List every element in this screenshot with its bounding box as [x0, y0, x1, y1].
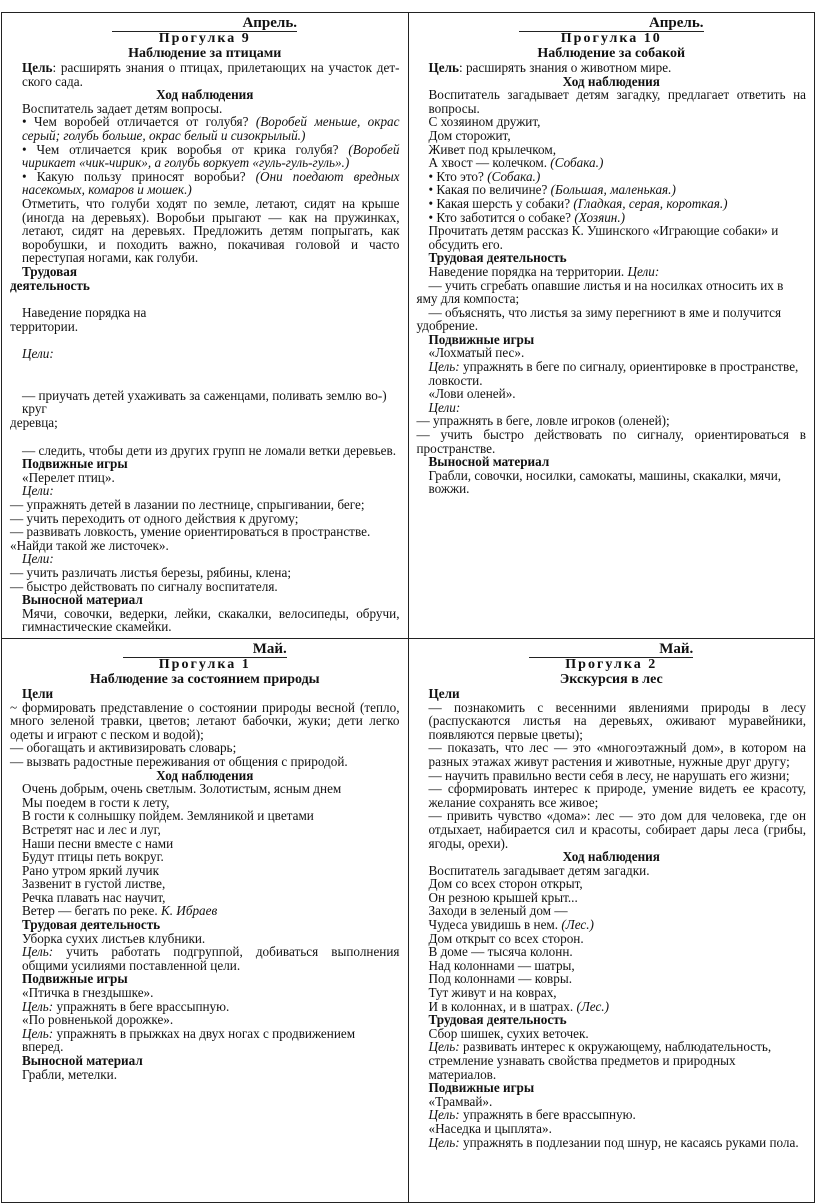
- riddle-line: И в колоннах, и в шатрах.: [428, 998, 577, 1014]
- goal-item: — привить чувство «дома»: лес — это дом для человека, где он отдыхает, набирается сил и красоты, собирает дары леса (грибы, ягоды, орехи).: [428, 808, 806, 851]
- games-heading: Подвижные игры: [22, 456, 128, 472]
- goal-item: — познакомить с весенними явлениями природы в лесу (распускаются листья на деревьях, оживают муравейники, появляются первые цветы);: [428, 699, 806, 742]
- goal-text: развивать интерес к окружающему, наблюдательность, стремление узнавать свойства предметов и природных материалов.: [428, 1039, 772, 1082]
- question: • Какая шерсть у собаки?: [428, 195, 574, 211]
- game-title: «Трамвай».: [428, 1093, 493, 1109]
- text-line: Воспитатель загадывает детям загадки.: [428, 862, 650, 878]
- question: • Чем воробей отличается от голубя?: [22, 114, 256, 130]
- material-text: Мячи, совочки, ведерки, лейки, скакалки, велосипеды, обручи, гимнастические скамейки.: [22, 605, 400, 635]
- month-heading: Май.: [10, 642, 400, 658]
- poem-line: Очень добрым, очень светлым. Золотистым, ясным днем: [22, 781, 342, 797]
- walk-number: Прогулка 1: [158, 656, 251, 672]
- goal-label: Цель:: [428, 1107, 460, 1123]
- goal-label: Цель: [428, 60, 459, 75]
- riddle-line: С хозяином дружит,: [428, 114, 541, 130]
- games-heading: Подвижные игры: [22, 971, 128, 987]
- games-heading: Подвижные игры: [428, 331, 535, 347]
- goal-item: — развивать ловкость, умение ориентироваться в пространстве.: [10, 524, 371, 540]
- month-heading: Апрель.: [417, 16, 807, 32]
- walk-topic: Наблюдение за состоянием природы: [89, 671, 320, 687]
- question: • Чем отличается крик воробья от крика голубя?: [22, 141, 349, 157]
- labor-text: Наведение порядка на территории.: [428, 263, 628, 279]
- month-heading: Май.: [417, 642, 807, 658]
- labor-heading: Трудовая деятельность: [428, 250, 567, 266]
- labor-heading: Трудовая деятельность: [428, 1012, 567, 1028]
- goal-label: Цель: [22, 60, 53, 75]
- goal-item: удобрение.: [416, 318, 478, 334]
- poem-author: К. Ибраев: [160, 903, 218, 919]
- goal-item: яму для компоста;: [416, 291, 520, 307]
- riddle-line: Заходи в зеленый дом —: [428, 903, 568, 919]
- game-title: «Птичка в гнездышке».: [22, 985, 154, 1001]
- walk-topic: Экскурсия в лес: [559, 671, 663, 687]
- course-heading: Ход наблюдения: [562, 849, 660, 865]
- cell-april-walk-9: [2, 13, 409, 639]
- question: • Какая по величине?: [428, 182, 551, 198]
- answer: (Воробей чирикает «чик-чирик», а голубь воркует «гуль-гуль-гуль».): [22, 141, 400, 171]
- answer: (Собака.): [487, 168, 541, 184]
- labor-text: территории.: [10, 318, 79, 334]
- poem-line: Встретят нас и лес и луг,: [22, 821, 161, 837]
- goal-item: — учить различать листья березы, рябины, клена;: [10, 565, 292, 580]
- riddle-line: Дом сторожит,: [428, 127, 511, 143]
- goal-label: Цель:: [22, 944, 54, 960]
- text-line: Прочитать детям рассказ К. Ушинского «Играющие собаки» и обсудить его.: [428, 223, 779, 252]
- poem-line: В гости к солнышку пойдем. Земляникой и цветами: [22, 808, 314, 824]
- riddle-line: В доме — тысяча колонн.: [428, 944, 573, 960]
- text-line: Воспитатель загадывает детям загадку, предлагает ответить на вопросы.: [428, 87, 806, 116]
- answer: (Большая, маленькая.): [550, 182, 676, 198]
- goal-item: — обогащать и активизировать словарь;: [10, 740, 237, 756]
- goal-item: — приучать детей ухаживать за саженцами, поливать землю во-) круг: [22, 387, 387, 417]
- walk-topic: Наблюдение за собакой: [537, 46, 686, 61]
- game-title: «Наседка и цыплята».: [428, 1120, 552, 1136]
- material-heading: Выносной материал: [22, 1053, 143, 1068]
- riddle-line: Над колоннами — шатры,: [428, 957, 575, 973]
- labor-heading: Трудовая деятельность: [22, 917, 161, 933]
- question: • Кто это?: [428, 168, 488, 184]
- riddle-answer: (Лес.): [576, 998, 609, 1014]
- riddle-answer: (Лес.): [561, 917, 594, 933]
- poem-line: Рано утром яркий лучик: [22, 862, 159, 878]
- goal-text: упражнять в подлезании под шнур, не касаясь руками пола.: [459, 1134, 799, 1150]
- goal-item: — учить переходить от одного действия к другому;: [10, 510, 299, 526]
- goal-label: Цель:: [428, 359, 460, 375]
- answer: (Они поедают вредных насекомых, комаров и мошек.): [22, 168, 400, 198]
- goals-label: Цели:: [428, 399, 461, 415]
- goal-label: Цель:: [22, 1025, 54, 1041]
- goal-item: — сформировать интерес к природе, умение видеть ее красоту, желание сохранять все живое;: [428, 781, 806, 810]
- goal-item: ~ формировать представление о состоянии природы весной (тепло, много зеленой травки, цветов; летают бабочки, жуки; дети легко одеты и играют с песком и водой);: [10, 699, 400, 742]
- riddle-answer: (Собака.): [550, 155, 604, 171]
- goal-text: учить работать подгруппой, добиваться выполнения общими усилиями поставленной цели.: [22, 944, 400, 973]
- poem-line: Мы поедем в гости к лету,: [22, 794, 170, 810]
- labor-heading-cont: деятельность: [10, 277, 90, 293]
- course-heading: Ход наблюдения: [156, 767, 254, 783]
- question: • Кто заботится о собаке?: [428, 209, 575, 225]
- goal-item: — быстро действовать по сигналу воспитателя.: [10, 578, 278, 594]
- material-heading: Выносной материал: [22, 592, 143, 608]
- riddle-line: А хвост — колечком.: [428, 155, 551, 171]
- cell-april-walk-10: [408, 13, 815, 639]
- cell-may-walk-2: [408, 638, 815, 1202]
- goal-item: — объяснять, что листья за зиму перегниют в яме и получится: [428, 304, 782, 320]
- riddle-line: Живет под крылечком,: [428, 141, 557, 157]
- poem-line: Зазвенит в густой листве,: [22, 876, 166, 892]
- labor-text: Уборка сухих листьев клубники.: [22, 930, 206, 946]
- goals-label: Цели:: [22, 346, 54, 362]
- goal-item: деревца;: [10, 415, 58, 431]
- goal-item: — упражнять в беге, ловле игроков (оленей);: [416, 413, 670, 429]
- answer: (Гладкая, серая, короткая.): [573, 195, 728, 211]
- game-title: «Лови оленей».: [428, 386, 516, 402]
- material-text: вожжи.: [428, 481, 470, 497]
- answer: (Воробей меньше, окрас серый; голубь больше, окрас белый и сизокрылый.): [22, 114, 400, 143]
- walk-topic: Наблюдение за птицами: [128, 46, 282, 61]
- course-heading: Ход наблюдения: [562, 73, 660, 89]
- goal-text: упражнять в прыжках на двух ногах с продвижением вперед.: [22, 1025, 356, 1055]
- goals-label: Цели:: [22, 551, 54, 567]
- poem-line: Будут птицы петь вокруг.: [22, 849, 164, 865]
- riddle-line: Чудеса увидишь в нем.: [428, 917, 562, 933]
- material-text: Грабли, метелки.: [22, 1066, 118, 1082]
- answer: (Хозяин.): [574, 209, 626, 225]
- month-heading: Апрель.: [10, 16, 400, 32]
- goal-text: упражнять в беге врассыпную.: [53, 998, 230, 1014]
- game-title: «По ровненькой дорожке».: [22, 1012, 174, 1028]
- goal-item: — учить быстро действовать по сигналу, ориентироваться в пространстве.: [416, 427, 806, 456]
- riddle-line: Тут живут и на коврах,: [428, 985, 557, 1001]
- riddle-line: Под колоннами — ковры.: [428, 971, 573, 987]
- goal-label: Цель:: [428, 1134, 460, 1150]
- walk-number: Прогулка 10: [560, 31, 662, 46]
- goals-label: Цели: [428, 685, 460, 701]
- course-heading: Ход наблюдения: [156, 87, 254, 103]
- goal-label: Цель:: [428, 1039, 460, 1055]
- walks-table: [1, 12, 815, 1203]
- goal-item: — упражнять детей в лазании по лестнице, спрыгивании, беге;: [10, 497, 365, 513]
- goal-text: упражнять в беге по сигналу, ориентировке в пространстве, ловкости.: [428, 359, 799, 388]
- material-text: Грабли, совочки, носилки, самокаты, машины, скакалки, мячи,: [428, 467, 782, 483]
- goal-item: — следить, чтобы дети из других групп не ломали ветки деревьев.: [22, 442, 397, 458]
- goal-item: — учить сгребать опавшие листья и на носилках относить их в: [428, 277, 784, 293]
- riddle-line: Он резною крышей крыт...: [428, 889, 578, 905]
- poem-line: Ветер — бегать по реке.: [22, 903, 161, 919]
- poem-line: Наши песни вместе с нами: [22, 835, 174, 851]
- goals-label: Цели: [22, 685, 54, 701]
- labor-text: Сбор шишек, сухих веточек.: [428, 1025, 589, 1041]
- labor-text: Наведение порядка на: [22, 305, 147, 321]
- goal-label: Цель:: [22, 998, 54, 1014]
- question: • Какую пользу приносят воробьи?: [22, 168, 256, 184]
- text-line: Воспитатель задает детям вопросы.: [22, 100, 223, 116]
- walk-number: Прогулка 2: [565, 656, 658, 672]
- goals-label: Цели:: [627, 263, 660, 279]
- game-title: «Перелет птиц».: [22, 469, 115, 485]
- walk-number: Прогулка 9: [158, 31, 251, 46]
- game-title: «Лохматый пес».: [428, 345, 525, 361]
- poem-line: Речка плавать нас научит,: [22, 889, 166, 905]
- goal-text: : расширять знания о птицах, прилетающих на участок детского сада.: [22, 60, 400, 89]
- riddle-line: Дом со всех сторон открыт,: [428, 876, 583, 892]
- goal-item: — показать, что лес — это «многоэтажный дом», в котором на разных этажах живут растения и животные, нужные друг другу;: [428, 740, 806, 769]
- material-heading: Выносной материал: [428, 454, 550, 470]
- goal-item: — научить правильно вести себя в лесу, не нарушать его жизни;: [428, 767, 790, 783]
- paragraph: Отметить, что голуби ходят по земле, летают, сидят на крыше (иногда на деревьях). Воробьи прыгают — как на пружинках, летают, сидят на деревьях. Предложить детям попрыгать, как воробушки, и походить важно, покачивая головой и часто переступая ногами, как голуби.: [22, 195, 400, 266]
- cell-may-walk-1: [2, 638, 409, 1202]
- goal-text: : расширять знания о животном мире.: [458, 60, 672, 75]
- goal-item: — вызвать радостные переживания от общения с природой.: [10, 753, 348, 769]
- game-title: «Найди такой же листочек».: [10, 537, 169, 553]
- games-heading: Подвижные игры: [428, 1080, 535, 1096]
- labor-heading: Трудовая: [22, 263, 78, 279]
- goal-text: упражнять в беге врассыпную.: [459, 1107, 636, 1123]
- goals-label: Цели:: [22, 483, 54, 499]
- riddle-line: Дом открыт со всех сторон.: [428, 930, 584, 946]
